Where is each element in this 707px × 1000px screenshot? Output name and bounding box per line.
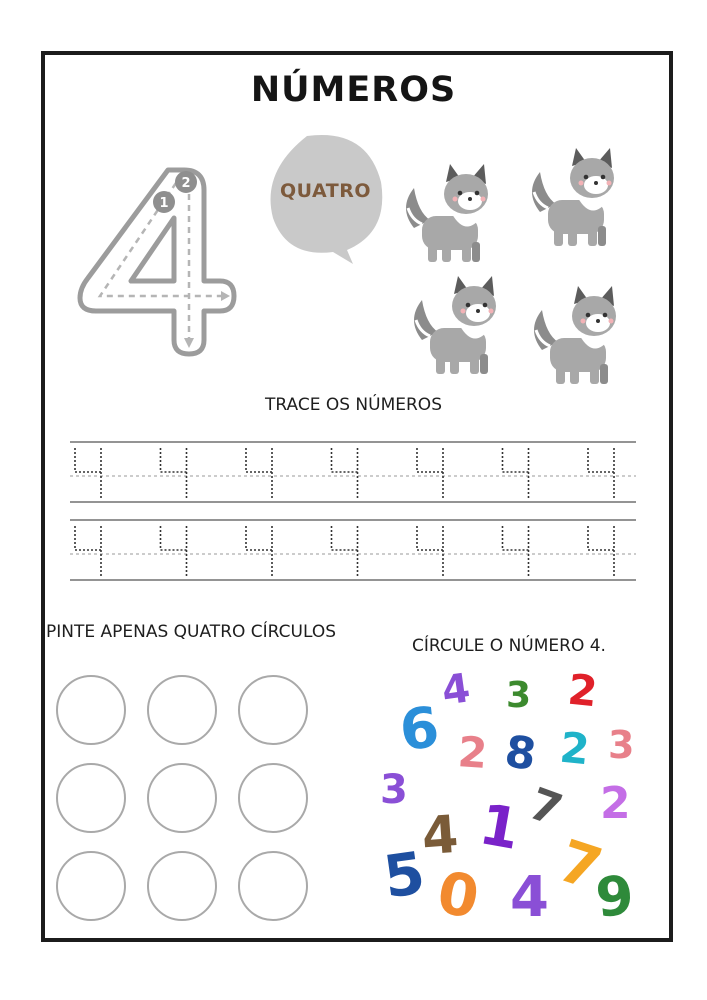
scattered-number-1[interactable]: 1 [474, 792, 525, 863]
trace-digit-4[interactable] [75, 526, 101, 578]
trace-digit-4[interactable] [417, 448, 443, 500]
scattered-number-3[interactable]: 3 [506, 675, 532, 716]
paint-circle[interactable] [147, 763, 217, 833]
step-two-label: 2 [181, 176, 191, 191]
scattered-numbers [370, 660, 670, 940]
scattered-number-2[interactable]: 2 [565, 664, 600, 717]
trace-digit-4[interactable] [75, 448, 101, 500]
trace-digit-4[interactable] [332, 448, 358, 500]
scattered-number-3[interactable]: 3 [608, 723, 635, 767]
scattered-number-8[interactable]: 8 [501, 726, 540, 781]
scattered-number-4[interactable]: 4 [419, 804, 461, 868]
scattered-number-2[interactable]: 2 [600, 778, 631, 829]
trace-digit-4[interactable] [503, 448, 529, 500]
step-one-label: 1 [159, 196, 169, 211]
paint-circle[interactable] [56, 763, 126, 833]
page-title: NÚMEROS [250, 70, 457, 110]
trace-digit-4[interactable] [417, 526, 443, 578]
trace-digit-4[interactable] [246, 526, 272, 578]
scattered-number-9[interactable]: 9 [592, 863, 637, 930]
trace-digit-4[interactable] [503, 526, 529, 578]
trace-heading: TRACE OS NÚMEROS [265, 395, 442, 415]
paint-heading: PINTE APENAS QUATRO CÍRCULOS [46, 622, 336, 642]
paint-circle[interactable] [56, 851, 126, 921]
circle-heading: CÍRCULE O NÚMERO 4. [412, 636, 606, 656]
trace-digit-4[interactable] [161, 526, 187, 578]
paint-circle[interactable] [147, 851, 217, 921]
scattered-number-3[interactable]: 3 [380, 767, 408, 813]
tracing-lines [70, 438, 640, 583]
scattered-number-4[interactable]: 4 [438, 665, 473, 715]
trace-digit-4[interactable] [332, 526, 358, 578]
four-wolves-illustration [400, 140, 650, 390]
paint-circle[interactable] [238, 675, 308, 745]
paint-circle[interactable] [238, 851, 308, 921]
scattered-number-6[interactable]: 6 [396, 695, 443, 764]
trace-digit-4[interactable] [588, 526, 614, 578]
scattered-number-4[interactable]: 4 [510, 865, 549, 930]
scattered-number-5[interactable]: 5 [379, 838, 429, 912]
scattered-number-7[interactable]: 7 [522, 778, 569, 837]
big-four-tracing-icon [76, 158, 241, 358]
trace-digit-4[interactable] [161, 448, 187, 500]
paint-circle[interactable] [238, 763, 308, 833]
scattered-number-7[interactable]: 7 [550, 826, 610, 904]
trace-digit-4[interactable] [246, 448, 272, 500]
paint-circle[interactable] [56, 675, 126, 745]
trace-digit-4[interactable] [588, 448, 614, 500]
paint-circles-grid [56, 675, 318, 929]
scattered-number-0[interactable]: 0 [432, 858, 484, 932]
paint-circle[interactable] [147, 675, 217, 745]
number-word: QUATRO [280, 180, 371, 202]
scattered-number-2[interactable]: 2 [557, 722, 592, 775]
scattered-number-2[interactable]: 2 [456, 727, 489, 778]
